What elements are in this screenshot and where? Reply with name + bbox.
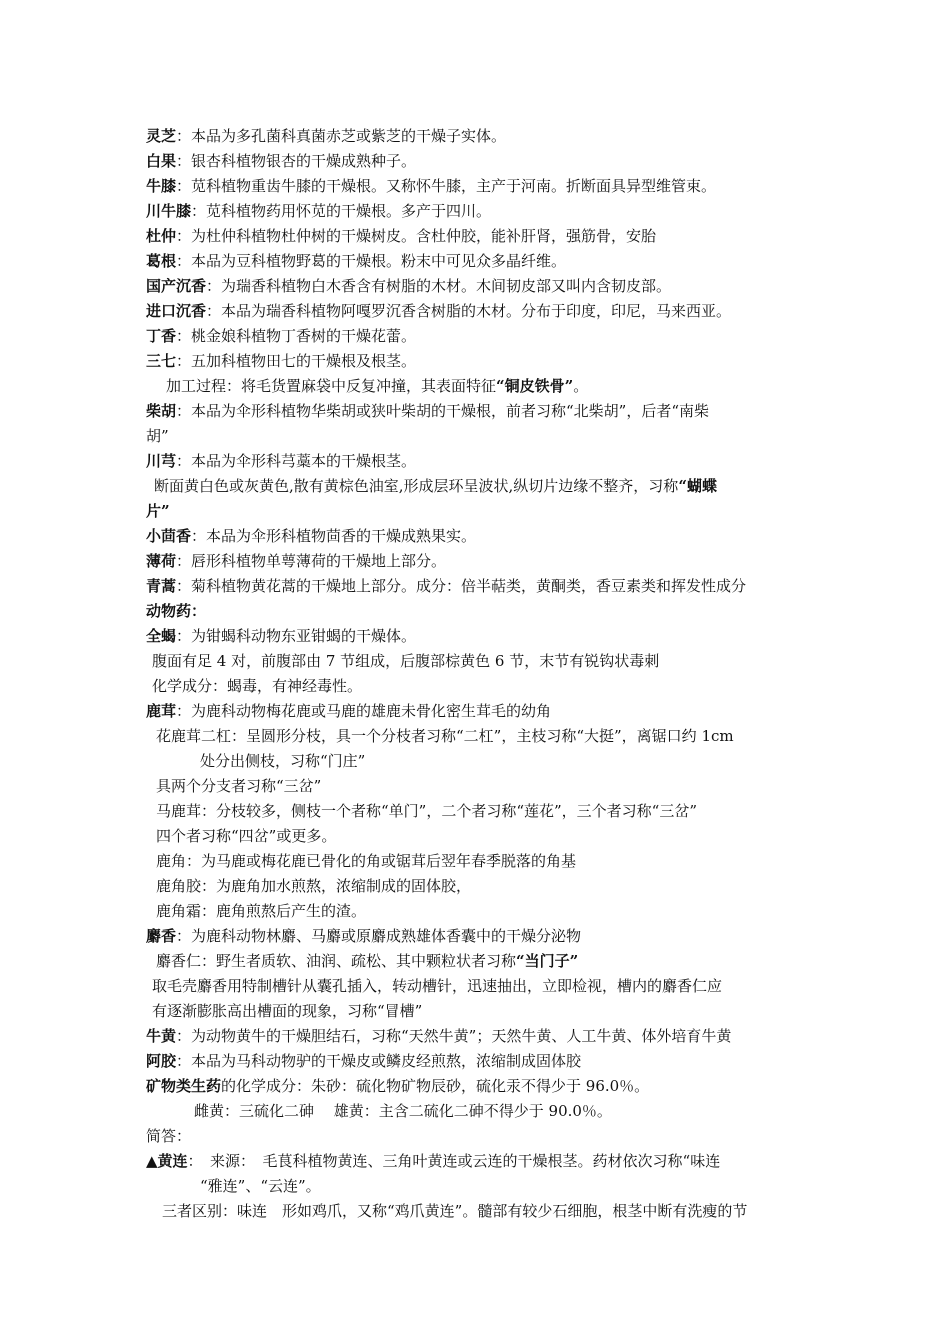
note-sanqi [166,376,588,396]
entry-shexiang [146,926,581,946]
note-quanxie-1 [152,651,659,671]
note-lujiaoshuang [156,901,366,921]
entry-baiguo [146,151,416,171]
note-text: 花鹿茸二杠：呈圆形分枝，具一个分枝者习称“二杠”，主枝习称“大挺”，离锯口约 1cm [156,727,734,745]
definition: ： [191,602,207,620]
entry-kuangwu [146,1076,649,1096]
note-text: 麝香仁：野生者质软、油润、疏松、其中颗粒状者习称 [156,952,517,970]
note-text: 处分出侧枝，习称“门庄” [200,752,366,770]
term: 矿物类生药 [146,1077,222,1095]
term: 青蒿 [146,577,177,595]
note-text: 取毛壳麝香用特制槽针从囊孔插入，转动槽针，迅速抽出，立即检视，槽内的麝香仁应 [152,977,723,995]
note-lujiao [156,851,576,871]
entry-chuanniuxi [146,201,491,221]
definition: ：本品为豆科植物野葛的干燥根。粉末中可见众多晶纤维。 [176,252,567,270]
entry-sanqi [146,351,416,371]
note-emphasis: “蝴蝶 [678,477,717,495]
entry-dingxiang [146,326,416,346]
note-tail: 。 [573,377,589,395]
term: 丁香 [146,327,177,345]
term: 白果 [146,152,177,170]
definition: ：为钳蝎科动物东亚钳蝎的干燥体。 [176,627,417,645]
entry-bohe [146,551,446,571]
definition: ：本品为瑞香科植物阿嘎罗沉香含树脂的木材。分布于印度，印尼，马来西亚。 [206,302,732,320]
definition: “雅连”、“云连”。 [200,1177,321,1195]
note-text: 具两个分支者习称“三岔” [156,777,322,795]
term: 进口沉香 [146,302,207,320]
term: 麝香 [146,927,177,945]
section-heading-dongwuyao [146,601,206,621]
term: 三七 [146,352,177,370]
definition: ：为瑞香科植物白木香含有树脂的木材。木间韧皮部又叫内含韧皮部。 [206,277,672,295]
note-text: 三者区别：味连 形如鸡爪，又称“鸡爪黄连”。髓部有较少石细胞，根茎中断有洗瘦的节 [162,1202,748,1220]
note-text: 腹面有足 4 对，前腹部由 7 节组成，后腹部棕黄色 6 节，末节有锐钩状毒刺 [152,652,660,670]
entry-huanglian-cont [200,1176,321,1196]
entry-xiaohuixiang [146,526,476,546]
definition: 胡” [146,427,169,445]
note-huanglian [162,1201,747,1221]
note-text: 断面黄白色或灰黄色,散有黄棕色油室,形成层环呈波状,纵切片边缘不整齐，习称 [154,477,679,495]
term: 全蝎 [146,627,177,645]
note-lurong-3 [156,776,321,796]
term: 薄荷 [146,552,177,570]
entry-lingzhi [146,126,506,146]
note-lurong-1 [156,726,734,746]
definition: ：本品为伞形科芎藁本的干燥根茎。 [176,452,417,470]
note-shexiang-3 [152,1001,422,1021]
definition: ：五加科植物田七的干燥根及根茎。 [176,352,417,370]
term: ▲黄连 [146,1152,188,1170]
note-text: 马鹿茸：分枝较多，侧枝一个者称“单门”，二个者习称“莲花”，三个者习称“三岔” [156,802,698,820]
definition: ： 来源： 毛茛科植物黄连、三角叶黄连或云连的干燥根茎。药材依次习称“味连 [187,1152,721,1170]
term: 牛黄 [146,1027,177,1045]
section-heading-jianda [146,1126,191,1146]
entry-gegen [146,251,566,271]
definition: ：桃金娘科植物丁香树的干燥花蕾。 [176,327,417,345]
note-text: 化学成分：蝎毒，有神经毒性。 [152,677,363,695]
definition: ：本品为马科动物驴的干燥皮或鳞皮经煎熬，浓缩制成固体胶 [176,1052,582,1070]
definition: ：为杜仲科植物杜仲树的干燥树皮。含杜仲胶，能补肝肾，强筋骨，安胎 [176,227,657,245]
definition: ：苋科植物重齿牛膝的干燥根。又称怀牛膝，主产于河南。折断面具异型维管束。 [176,177,717,195]
definition: ：为鹿科动物林麝、马麝或原麝成熟雄体香囊中的干燥分泌物 [176,927,582,945]
entry-lurong [146,701,551,721]
note-chuanxiong [154,476,717,496]
entry-ejiao [146,1051,581,1071]
entry-niuxi [146,176,716,196]
note-emphasis: “铜皮铁骨” [496,377,574,395]
entry-niuhuang [146,1026,731,1046]
term: 川芎 [146,452,177,470]
note-shexiang-1 [156,951,578,971]
note-lurong-4 [156,801,697,821]
definition: ：唇形科植物单萼薄荷的干燥地上部分。 [176,552,447,570]
definition: ：为鹿科动物梅花鹿或马鹿的雄鹿未骨化密生茸毛的幼角 [176,702,552,720]
note-kuangwu [194,1101,612,1121]
term: 葛根 [146,252,177,270]
entry-quanxie [146,626,416,646]
definition: ：菊科植物黄花蒿的干燥地上部分。成分：倍半萜类，黄酮类，香豆素类和挥发性成分 [176,577,747,595]
term: 灵芝 [146,127,177,145]
entry-chaihu-cont [146,426,169,446]
definition: ：为动物黄牛的干燥胆结石，习称“天然牛黄”；天然牛黄、人工牛黄、体外培育牛黄 [176,1027,732,1045]
note-emphasis: 片” [146,502,170,520]
term: 川牛膝 [146,202,192,220]
note-text: 鹿角胶：为鹿角加水煎熬，浓缩制成的固体胶， [156,877,472,895]
term: 国产沉香 [146,277,207,295]
note-text: 鹿角：为马鹿或梅花鹿已骨化的角或锯茸后翌年春季脱落的角基 [156,852,577,870]
note-lujiaojiao [156,876,471,896]
entry-qinghao [146,576,746,596]
definition: ：本品为多孔菌科真菌赤芝或紫芝的干燥子实体。 [176,127,507,145]
term: 柴胡 [146,402,177,420]
note-quanxie-2 [152,676,362,696]
term: 鹿茸 [146,702,177,720]
definition: ：本品为伞形科植物华柴胡或狭叶柴胡的干燥根，前者习称“北柴胡”，后者“南柴 [176,402,710,420]
entry-chaihu [146,401,709,421]
term: 阿胶 [146,1052,177,1070]
note-text: 鹿角霜：鹿角煎熬后产生的渣。 [156,902,367,920]
note-text: 加工过程：将毛货置麻袋中反复冲撞，其表面特征 [166,377,497,395]
heading-text: 简答： [146,1127,192,1145]
note-lurong-2 [200,751,365,771]
definition: ：本品为伞形科植物茴香的干燥成熟果实。 [191,527,477,545]
term: 牛膝 [146,177,177,195]
term: 小茴香 [146,527,192,545]
note-text: 有逐渐膨胀高出槽面的现象，习称“冒槽” [152,1002,423,1020]
definition: 的化学成分：朱砂：硫化物矿物辰砂，硫化汞不得少于 96.0％。 [221,1077,650,1095]
note-lurong-5 [156,826,336,846]
entry-jinkou-chenxiang [146,301,731,321]
term: 杜仲 [146,227,177,245]
note-chuanxiong-cont [146,501,170,521]
definition: ：苋科植物药用怀苋的干燥根。多产于四川。 [191,202,492,220]
note-text: 雌黄：三硫化二砷 雄黄：主含二硫化二砷不得少于 90.0％。 [194,1102,612,1120]
entry-huanglian [146,1151,720,1171]
term: 动物药 [146,602,192,620]
entry-chuanxiong [146,451,416,471]
entry-duzhong [146,226,656,246]
entry-guochan-chenxiang [146,276,671,296]
definition: ：银杏科植物银杏的干燥成熟种子。 [176,152,417,170]
note-shexiang-2 [152,976,722,996]
note-text: 四个者习称“四岔”或更多。 [156,827,337,845]
note-emphasis: “当门子” [516,952,579,970]
